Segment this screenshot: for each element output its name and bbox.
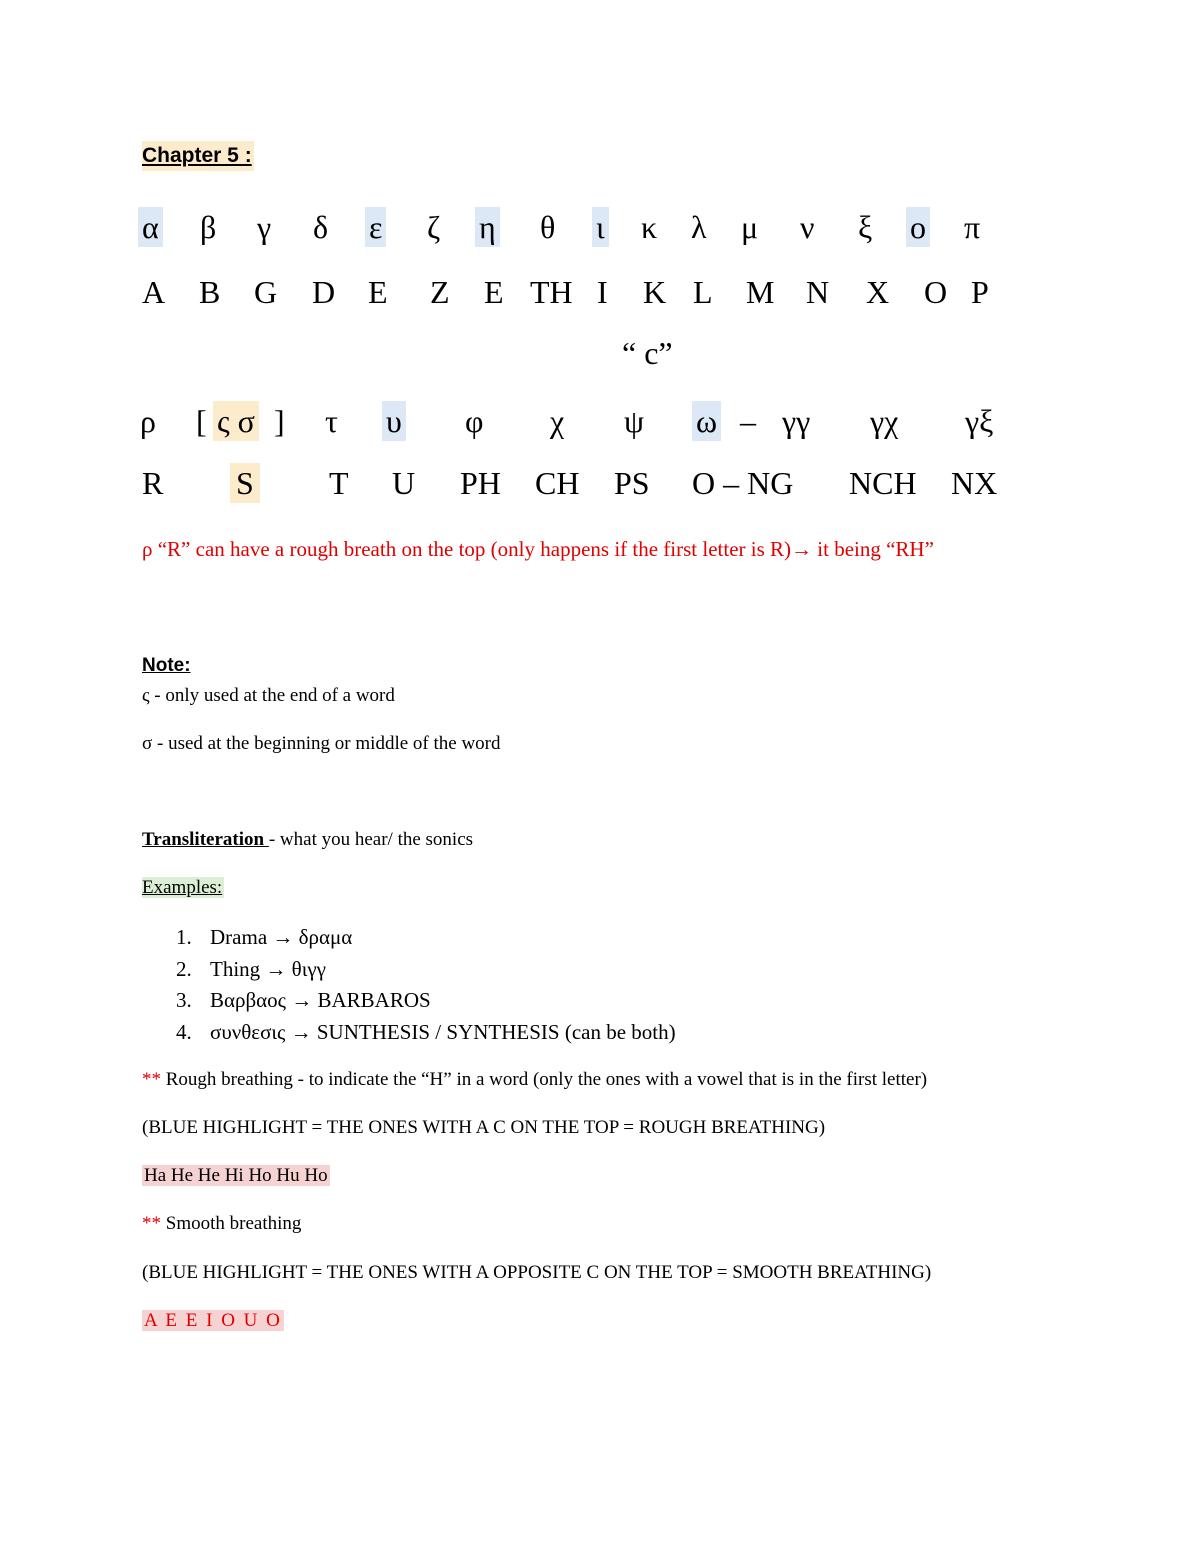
greek-letter: β <box>200 209 217 245</box>
latin-letter: G <box>254 274 278 310</box>
transliteration-label: Transliteration <box>142 829 269 850</box>
latin-letter: TH <box>530 274 573 310</box>
latin-letter: I <box>597 274 608 310</box>
greek-letter: θ <box>540 209 556 245</box>
latin-letter: O – NG <box>692 465 794 501</box>
examples-list <box>176 922 676 1048</box>
latin-letter: S <box>230 463 260 503</box>
greek-letter: η <box>475 207 500 247</box>
greek-digraph: γχ <box>870 403 899 439</box>
latin-letter: CH <box>535 465 580 501</box>
greek-letter: κ <box>641 209 658 245</box>
greek-letter: χ <box>550 403 565 439</box>
latin-letter: PH <box>460 465 501 501</box>
greek-letter: φ <box>465 403 484 439</box>
greek-letter: ε <box>365 207 386 247</box>
note-heading: Note: <box>142 655 191 676</box>
dash: – <box>740 403 756 439</box>
latin-letter: M <box>746 274 775 310</box>
page-title: Chapter 5 : <box>142 141 254 171</box>
greek-letter: γ <box>257 209 272 245</box>
note-line: σ - used at the beginning or middle of the word <box>142 733 501 754</box>
list-item: 2. Thing → θιγγ <box>176 956 326 981</box>
latin-letter: O <box>924 274 948 310</box>
greek-digraph: γξ <box>965 403 994 439</box>
smooth-breathing-line: ** Smooth breathing <box>142 1213 302 1234</box>
list-item: 4. συνθεσις → SUNTHESIS / SYNTHESIS (can be both) <box>176 1019 676 1044</box>
sigma-group: ς σ <box>213 401 259 441</box>
rough-breathing-mark: “ c” <box>622 335 673 371</box>
latin-letter: E <box>484 274 504 310</box>
rough-breathing-explanation: (BLUE HIGHLIGHT = THE ONES WITH A C ON THE TOP = ROUGH BREATHING) <box>142 1117 826 1138</box>
note-line: ς - only used at the end of a word <box>142 685 395 706</box>
latin-letter: NCH <box>849 465 917 501</box>
rough-breathing-sounds: Ha He He Hi Ho Hu Ho <box>144 1165 328 1186</box>
rough-breathing-line: ** Rough breathing - to indicate the “H” in a word (only the ones with a vowel that is in the first letter) <box>142 1069 928 1090</box>
greek-letter: υ <box>382 401 406 441</box>
latin-letter: B <box>199 274 221 310</box>
latin-letter: R <box>142 465 164 501</box>
latin-letter: T <box>329 465 349 501</box>
latin-letter: P <box>971 274 989 310</box>
greek-letter: δ <box>313 209 329 245</box>
list-item: 1. Drama → δραμα <box>176 925 353 949</box>
latin-letter: Z <box>430 274 450 310</box>
latin-letter: N <box>806 274 830 310</box>
greek-letter: α <box>138 207 163 247</box>
smooth-breathing-sounds: A E E I O U O <box>144 1310 282 1331</box>
latin-letter: NX <box>951 465 998 501</box>
greek-letter: ξ <box>858 209 873 245</box>
greek-letter: ι <box>592 207 609 247</box>
list-item: 3. Βαρβαος → BARBAROS <box>176 988 431 1012</box>
greek-letter: ω <box>692 401 721 441</box>
greek-letter: ο <box>906 207 930 247</box>
rho-note: ρ “R” can have a rough breath on the top (only happens if the first letter is R)→ it being “RH” <box>142 537 934 561</box>
greek-letter: π <box>964 209 981 245</box>
latin-letter: U <box>392 465 416 501</box>
smooth-breathing-explanation: (BLUE HIGHLIGHT = THE ONES WITH A OPPOSITE C ON THE TOP = SMOOTH BREATHING) <box>142 1262 932 1283</box>
greek-letter: ν <box>800 209 815 245</box>
greek-letter: λ <box>691 209 707 245</box>
latin-letter: A <box>142 274 166 310</box>
greek-letter: μ <box>741 209 759 245</box>
examples-heading: Examples: <box>142 877 223 898</box>
latin-letter: D <box>312 274 336 310</box>
latin-letter: K <box>643 274 667 310</box>
latin-letter: L <box>693 274 713 310</box>
latin-letter: PS <box>614 465 650 501</box>
greek-letter: τ <box>325 403 338 439</box>
greek-letter: ζ <box>427 209 441 245</box>
greek-letter: ψ <box>624 403 645 439</box>
latin-letter: X <box>866 274 890 310</box>
greek-bracket: [ <box>196 403 207 439</box>
latin-letter: E <box>368 274 388 310</box>
greek-digraph: γγ <box>782 403 811 439</box>
greek-bracket: ] <box>274 403 285 439</box>
greek-letter: ρ <box>140 403 156 439</box>
transliteration-line: Transliteration - what you hear/ the sonics <box>142 829 474 850</box>
